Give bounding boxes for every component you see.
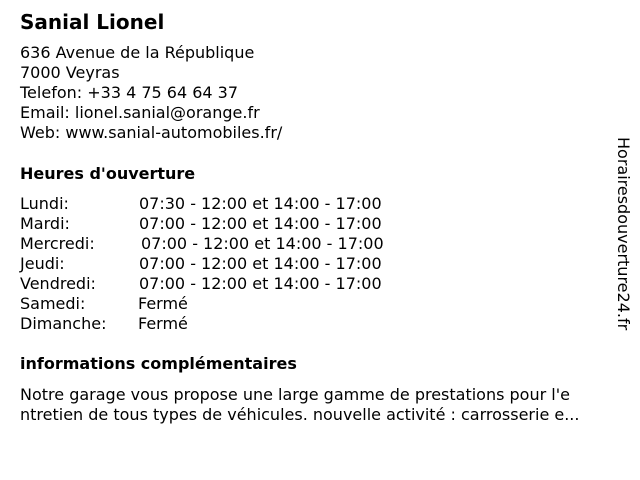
contact-block — [20, 43, 282, 143]
additional-info-text — [20, 385, 632, 425]
opening-hours-heading: Heures d'ouverture — [20, 164, 196, 183]
day-label: Mercredi: — [20, 234, 95, 253]
day-label: Samedi: — [20, 294, 86, 313]
address-street: 636 Avenue de la République — [20, 43, 255, 62]
site-watermark: Horairesdouverture24.fr — [614, 137, 633, 331]
time-value: 07:30 - 12:00 et 14:00 - 17:00 — [139, 194, 382, 213]
business-name: Sanial Lionel — [20, 10, 165, 34]
day-label: Jeudi: — [20, 254, 65, 273]
email-line: Email: lionel.sanial@orange.fr — [20, 103, 260, 122]
info-line: Notre garage vous propose une large gamme de prestations pour l'e — [20, 385, 570, 404]
additional-info-heading: informations complémentaires — [20, 354, 297, 373]
time-value: 07:00 - 12:00 et 14:00 - 17:00 — [139, 214, 382, 233]
phone-line: Telefon: +33 4 75 64 64 37 — [20, 83, 239, 102]
info-line: ntretien de tous types de véhicules. nouvelle activité : carrosserie e... — [20, 405, 580, 424]
time-value: Fermé — [138, 294, 188, 313]
time-value: 07:00 - 12:00 et 14:00 - 17:00 — [139, 254, 382, 273]
day-label: Lundi: — [20, 194, 69, 213]
day-label: Dimanche: — [20, 314, 107, 333]
time-value: 07:00 - 12:00 et 14:00 - 17:00 — [141, 234, 384, 253]
day-label: Vendredi: — [20, 274, 96, 293]
web-line: Web: www.sanial-automobiles.fr/ — [20, 123, 283, 142]
time-value: Fermé — [138, 314, 188, 333]
day-label: Mardi: — [20, 214, 70, 233]
time-value: 07:00 - 12:00 et 14:00 - 17:00 — [139, 274, 382, 293]
address-city: 7000 Veyras — [20, 63, 120, 82]
